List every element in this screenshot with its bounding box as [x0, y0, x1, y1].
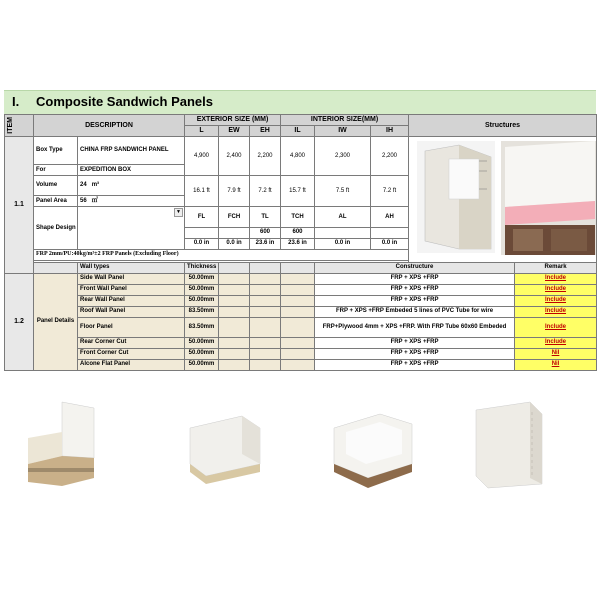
thickness: 50.00mm: [185, 348, 219, 359]
wall-type: Front Corner Cut: [78, 348, 185, 359]
shape-al: AL: [315, 207, 371, 227]
wall-type: Side Wall Panel: [78, 273, 185, 284]
col-iw: IW: [315, 126, 371, 137]
shape-al-in: 0.0 in: [315, 238, 371, 249]
shape-tl-in: 23.6 in: [250, 238, 281, 249]
size-ew-ft: 7.9 ft: [219, 176, 250, 207]
construct: FRP + XPS +FRP: [315, 337, 515, 348]
shape-ah: AH: [371, 207, 409, 227]
construct: FRP + XPS +FRP: [315, 284, 515, 295]
section-title-bar: [4, 90, 596, 115]
col-l: L: [185, 126, 219, 137]
construct: FRP + XPS +FRP: [315, 348, 515, 359]
product-photos: [4, 390, 596, 508]
section-number: I.: [12, 94, 20, 109]
construct: FRP + XPS +FRP: [315, 295, 515, 306]
construct: FRP + XPS +FRP: [315, 273, 515, 284]
construct: FRP + XPS +FRP Embeded 5 lines of PVC Tube for wire: [315, 306, 515, 317]
item-number-2: 1.2: [5, 273, 34, 370]
size-ih: 2,200: [371, 137, 409, 176]
panel-area-value: 56 ㎡: [78, 196, 185, 207]
item-header: ITEM: [5, 115, 34, 137]
shape-design-dropdown[interactable]: [78, 207, 185, 249]
interior-size-header: INTERIOR SIZE(MM): [281, 115, 409, 126]
col-ew: EW: [219, 126, 250, 137]
shape-fch-in: 0.0 in: [219, 238, 250, 249]
remark[interactable]: Include: [515, 295, 597, 306]
thickness: 83.50mm: [185, 306, 219, 317]
shape-fl: FL: [185, 207, 219, 227]
section-title: Composite Sandwich Panels: [36, 94, 213, 109]
construct: FRP+Plywood 4mm + XPS +FRP. With FRP Tube 60x60 Embeded: [315, 317, 515, 337]
remark[interactable]: Include: [515, 337, 597, 348]
col-il: IL: [281, 126, 315, 137]
size-iw-ft: 7.5 ft: [315, 176, 371, 207]
size-iw: 2,300: [315, 137, 371, 176]
size-l-ft: 16.1 ft: [185, 176, 219, 207]
remark[interactable]: Nil: [515, 359, 597, 370]
remark[interactable]: Nil: [515, 348, 597, 359]
remark[interactable]: Include: [515, 306, 597, 317]
panel-box-photo: [176, 398, 268, 490]
col-ih: IH: [371, 126, 409, 137]
spec-table: [4, 114, 597, 371]
wall-type: Alcone Flat Panel: [78, 359, 185, 370]
remark[interactable]: Include: [515, 317, 597, 337]
thickness-header: Thickness: [185, 262, 219, 273]
shape-tch-in: 23.6 in: [281, 238, 315, 249]
size-l: 4,900: [185, 137, 219, 176]
exterior-size-header: EXTERIOR SIZE (MM): [185, 115, 281, 126]
wall-type: Roof Wall Panel: [78, 306, 185, 317]
shape-tl-val[interactable]: 600: [250, 227, 281, 238]
size-eh-ft: 7.2 ft: [250, 176, 281, 207]
thickness: 50.00mm: [185, 284, 219, 295]
shape-al-val[interactable]: [315, 227, 371, 238]
shape-tl: TL: [250, 207, 281, 227]
panel-diagram-image: [417, 141, 495, 253]
col-eh: EH: [250, 126, 281, 137]
structure-images: [409, 137, 597, 263]
shape-tch: TCH: [281, 207, 315, 227]
item-number: 1.1: [5, 137, 34, 274]
shape-fl-in: 0.0 in: [185, 238, 219, 249]
size-il: 4,800: [281, 137, 315, 176]
remark[interactable]: Include: [515, 284, 597, 295]
box-type-value: CHINA FRP SANDWICH PANEL: [78, 137, 185, 165]
shape-fch-val[interactable]: [219, 227, 250, 238]
wall-type: Front Wall Panel: [78, 284, 185, 295]
shape-fl-val[interactable]: [185, 227, 219, 238]
panel-note: FRP 2mm/PU:40kg/m³±2 FRP Panels (Excluding Floor): [34, 249, 409, 260]
wall-type: Floor Panel: [78, 317, 185, 337]
description-header: DESCRIPTION: [34, 115, 185, 137]
thickness: 50.00mm: [185, 359, 219, 370]
for-label: For: [34, 165, 78, 176]
constructure-header: Constructure: [315, 262, 515, 273]
thickness: 83.50mm: [185, 317, 219, 337]
panel-photo-image: [501, 141, 597, 255]
construct: FRP + XPS +FRP: [315, 359, 515, 370]
volume-value: 24 m³: [78, 176, 185, 196]
size-eh: 2,200: [250, 137, 281, 176]
box-type-label: Box Type: [34, 137, 78, 165]
panel-corner-photo: [22, 398, 114, 490]
panel-assembly-photo: [326, 398, 418, 490]
thickness: 50.00mm: [185, 273, 219, 284]
for-value: EXPEDITION BOX: [78, 165, 185, 176]
wall-types-spacer: [34, 262, 78, 273]
panel-edge-photo: [470, 398, 562, 490]
panel-area-label: Panel Area: [34, 196, 78, 207]
thickness: 50.00mm: [185, 295, 219, 306]
structures-header: Structures: [409, 115, 597, 137]
shape-tch-val[interactable]: 600: [281, 227, 315, 238]
wall-types-header: Wall types: [78, 262, 185, 273]
size-ih-ft: 7.2 ft: [371, 176, 409, 207]
spreadsheet: [4, 90, 596, 508]
shape-fch: FCH: [219, 207, 250, 227]
remark-header: Remark: [515, 262, 597, 273]
dropdown-arrow-icon[interactable]: ▼: [174, 208, 183, 217]
remark[interactable]: Include: [515, 273, 597, 284]
shape-design-label: Shape Design: [34, 207, 78, 249]
volume-label: Volume: [34, 176, 78, 196]
wall-type: Rear Corner Cut: [78, 337, 185, 348]
panel-details-label: Panel Details: [34, 273, 78, 370]
size-ew: 2,400: [219, 137, 250, 176]
wall-type: Rear Wall Panel: [78, 295, 185, 306]
size-il-ft: 15.7 ft: [281, 176, 315, 207]
shape-ah-val[interactable]: [371, 227, 409, 238]
shape-ah-in: 0.0 in: [371, 238, 409, 249]
structure-photos: [409, 137, 597, 259]
thickness: 50.00mm: [185, 337, 219, 348]
